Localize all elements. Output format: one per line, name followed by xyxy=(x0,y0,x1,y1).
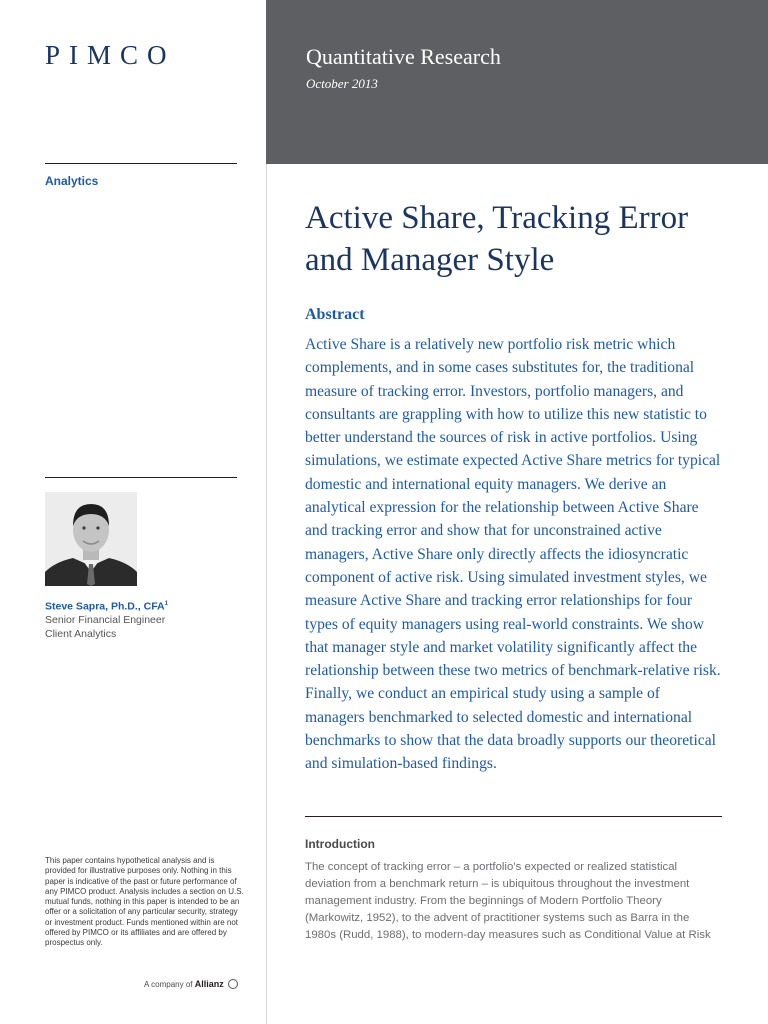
author-title: Senior Financial Engineer xyxy=(45,614,166,626)
allianz-brand: Allianz xyxy=(194,979,224,989)
section-label: Analytics xyxy=(45,174,99,188)
header-band xyxy=(266,0,768,164)
section-divider xyxy=(305,816,722,817)
introduction-body: The concept of tracking error – a portfolio’s expected or realized statistical deviation from a benchmark return – is ubiquitous throughout the investment management industry. From the beginnings of Modern Portfolio Theory (Markowitz, 1952), to the advent of practitioner systems such as Barra in the 1980s (Rudd, 1988), to modern-day measures such as Conditional Value at Risk xyxy=(305,861,711,941)
sidebar xyxy=(0,0,266,1024)
abstract-heading: Abstract xyxy=(305,306,365,323)
disclaimer: This paper contains hypothetical analysis and is provided for illustrative purposes only. Nothing in this paper is indicative of the past or future performance of any PIMCO product. Analysis includes a section on U.S. mutual funds, nothing in this paper is intended to be an offer or a solicitation of any particular security, strategy or investment product. Funds mentioned within are not offered by PIMCO or its affiliates and are offered by prospectus only. xyxy=(45,856,244,948)
author-portrait-icon xyxy=(45,492,137,586)
author-department: Client Analytics xyxy=(45,627,117,640)
company-prefix: A company of xyxy=(144,980,193,989)
column-divider xyxy=(266,164,267,1024)
author-name-line xyxy=(45,598,168,614)
company-credit xyxy=(140,979,238,989)
publication-date: October 2013 xyxy=(306,76,378,91)
pimco-logo: PIMCO xyxy=(45,40,176,70)
author-photo xyxy=(45,492,137,586)
author-footnote: 1 xyxy=(164,601,168,607)
allianz-logo-icon xyxy=(228,979,238,989)
page-title: Active Share, Tracking Error and Manager Style xyxy=(305,200,689,278)
author-block xyxy=(45,598,168,641)
abstract-body: Active Share is a relatively new portfolio risk metric which complements, and in some cases substitutes for, the traditional measure of tracking error. Investors, portfolio managers, and consultants are grappling with how to utilize this new statistic to better understand the sources of risk in active portfolios. Using simulations, we estimate expected Active Share metrics for typical domestic and international equity managers. We derive an analytical expression for the relationship between Active Share and tracking error and show that for unconstrained active managers, Active Share only directly affects the idiosyncratic component of active risk. Using simulated investment styles, we measure Active Share and tracking error relationships for four types of equity managers using real-world constraints. We show that manager style and market volatility significantly affect the relationship between these two metrics of benchmark-relative risk. Finally, we conduct an empirical study using a sample of managers benchmarked to selected domestic and international benchmarks to show that the data broadly supports our theoretical and simulation-based findings. xyxy=(305,336,721,773)
series-title: Quantitative Research xyxy=(306,44,501,69)
introduction-heading: Introduction xyxy=(305,837,375,851)
author-name: Steve Sapra, Ph.D., CFA xyxy=(45,600,165,613)
sidebar-divider xyxy=(45,163,237,164)
sidebar-divider xyxy=(45,477,237,478)
